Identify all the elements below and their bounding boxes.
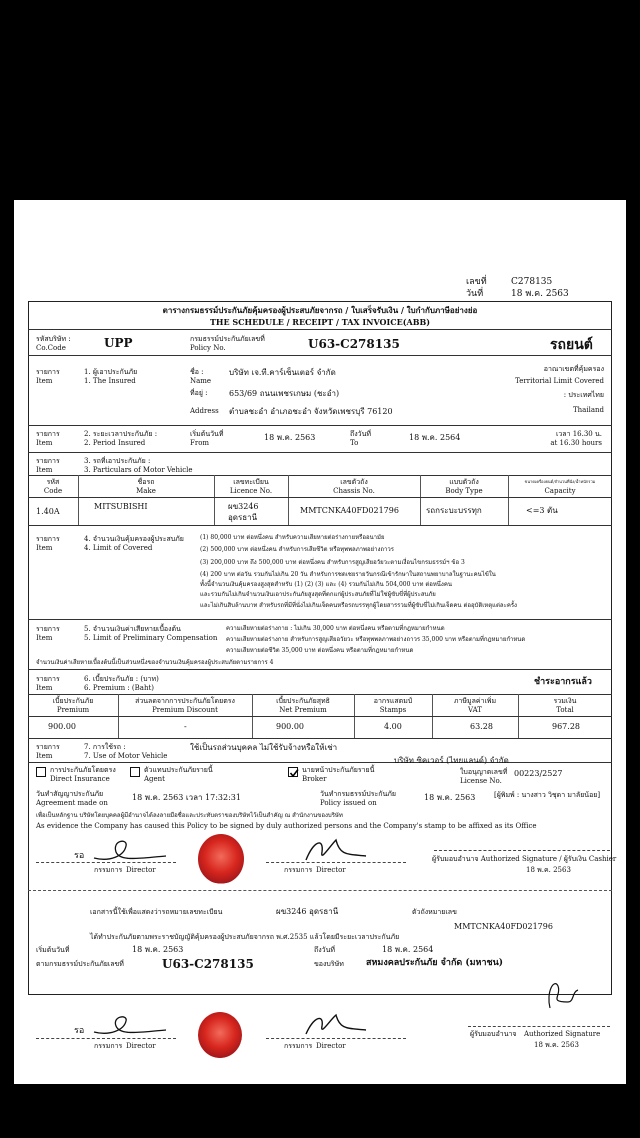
company-seal bbox=[198, 834, 244, 884]
prelim-heading-th: 5. จำนวนเงินค่าเสียหายเบื้องต้น bbox=[84, 625, 181, 633]
col-body-th: แบบตัวถัง bbox=[449, 478, 479, 486]
limit-line: ทั้งนี้จำนวนเงินคุ้มครองสูงสุดสำหรับ (1) (2) (3) และ (4) รวมกันไม่เกิน 504,000 บาท ต่อหนึ่งคน bbox=[200, 581, 452, 588]
policy-issued-label-th: วันทำกรมธรรม์ประกันภัย bbox=[320, 790, 396, 798]
col-stamps-th: อากรแสตมป์ bbox=[373, 697, 413, 705]
stub-director-label-th-2: กรรมการ bbox=[284, 1042, 313, 1050]
item-label-en: Item bbox=[36, 544, 53, 552]
vehicle-province: อุดรธานี bbox=[228, 513, 258, 522]
director-label-th-2: กรรมการ bbox=[284, 866, 313, 874]
agent-label-en: Agent bbox=[144, 775, 165, 783]
item-label-en: Item bbox=[36, 377, 53, 385]
stub-chassis: MMTCNKA40FD021796 bbox=[454, 922, 553, 931]
col-make-th: ชื่อรถ bbox=[137, 478, 155, 486]
col-vat-th: ภาษีมูลค่าเพิ่ม bbox=[453, 697, 497, 705]
vehicle-heading-th: 3. รถที่เอาประกันภัย : bbox=[84, 457, 151, 465]
director-label-en-2: Director bbox=[316, 866, 346, 874]
from-label-th: เริ่มต้นวันที่ bbox=[190, 430, 224, 438]
vehicle-code: 1.40A bbox=[36, 507, 60, 516]
company-label-en: Co.Code bbox=[36, 344, 66, 352]
stub-from-label: เริ่มต้นวันที่ bbox=[36, 946, 70, 954]
stub-director-label-en-2: Director bbox=[316, 1042, 346, 1050]
territory-en: Territorial Limit Covered bbox=[515, 377, 604, 385]
territory-th: อาณาเขตที่คุ้มครอง bbox=[543, 365, 604, 373]
col-vat-en: VAT bbox=[468, 706, 482, 714]
item-label: รายการ bbox=[36, 625, 60, 633]
stamp-paid-note: ชำระอากรแล้ว bbox=[534, 677, 592, 687]
license-label-en: License No. bbox=[460, 777, 502, 785]
item-label-en: Item bbox=[36, 684, 53, 692]
license-number: 00223/2527 bbox=[514, 769, 563, 778]
item-label-en: Item bbox=[36, 466, 53, 474]
check-icon bbox=[289, 768, 299, 778]
evidence-en: As evidence the Company has caused this Policy to be signed by duly authorized persons and the Company's stamp to be affixed as its Office bbox=[36, 822, 537, 830]
item-label: รายการ bbox=[36, 743, 60, 751]
stub-policy-number: U63-C278135 bbox=[162, 957, 254, 971]
col-discount-th: ส่วนลดจากการประกันภัยโดยตรง bbox=[135, 697, 235, 705]
time-th: เวลา 16.30 น. bbox=[555, 430, 602, 438]
vehicle-capacity: <=3 ตัน bbox=[526, 506, 558, 515]
limit-line: (2) 500,000 บาท ต่อหนึ่งคน สำหรับการเสียชีวิต หรือทุพพลภาพอย่างถาวร bbox=[200, 546, 395, 553]
broker-label-en: Broker bbox=[302, 775, 327, 783]
stub-director-signature-2 bbox=[300, 1008, 370, 1040]
col-chassis-en: Chassis No. bbox=[333, 487, 375, 495]
col-licence-en: Licence No. bbox=[229, 487, 273, 495]
usage-value: ใช้เป็นรถส่วนบุคคล ไม่ใช้รับจ้างหรือให้เช่า bbox=[190, 743, 338, 752]
prelim-line: ความเสียหายต่อชีวิต 35,000 บาท ต่อหนึ่งคน หรือตามที่กฎหมายกำหนด bbox=[226, 647, 414, 654]
prelim-line: ความเสียหายต่อร่างกาย : ไม่เกิน 30,000 บาท ต่อหนึ่งคน หรือตามที่กฎหมายกำหนด bbox=[226, 625, 445, 632]
col-total-en: Total bbox=[556, 706, 574, 714]
limit-line: และไม่เกินสิบล้านบาท สำหรับรถที่มีที่นั่งไม่เกินเจ็ดคนหรือรถบรรทุกผู้โดยสารรวมที่ผู้ขับขี่ไม่เกินเจ็ดคน ต่ออุบัติเหตุแต่ละครั้ง bbox=[200, 602, 517, 609]
country-th: : ประเทศไทย bbox=[563, 391, 604, 399]
agreement-made-label-en: Agreement made on bbox=[36, 799, 108, 807]
vehicle-body-type: รถกระบะบรรทุก bbox=[426, 506, 482, 515]
director-label-en: Director bbox=[126, 866, 156, 874]
col-discount-en: Premium Discount bbox=[152, 706, 218, 714]
net-premium-value: 900.00 bbox=[276, 722, 304, 731]
policy-document bbox=[14, 200, 626, 1084]
agent-label-th: ตัวแทนประกันภัยรายนี้ bbox=[144, 766, 213, 774]
from-label-en: From bbox=[190, 439, 210, 447]
addr-label-en: Address bbox=[190, 407, 219, 415]
doc-no-label: เลขที่ bbox=[466, 277, 487, 287]
addr-label-th: ที่อยู่ : bbox=[190, 389, 208, 397]
stub-initials: รอ bbox=[74, 1026, 85, 1036]
item-label: รายการ bbox=[36, 675, 60, 683]
vehicle-chassis: MMTCNKA40FD021796 bbox=[300, 506, 399, 515]
title-th: ตารางกรมธรรม์ประกันภัยคุ้มครองผู้ประสบภัยจากรถ / ใบเสร็จรับเงิน / ใบกำกับภาษีอย่างย่อ bbox=[162, 305, 478, 315]
vehicle-licence: ผข3246 bbox=[228, 502, 259, 511]
total-value: 967.28 bbox=[552, 722, 580, 731]
company-code: UPP bbox=[104, 336, 133, 350]
premium-heading-en: 6. Premium : (Baht) bbox=[84, 684, 155, 692]
limits-heading-en: 4. Limit of Covered bbox=[84, 544, 153, 552]
stub-company-label: ของบริษัท bbox=[314, 960, 344, 968]
authorized-cashier-label: ผู้รับมอบอำนาจ Authorized Signature / ผู้รับเงิน Cashier bbox=[432, 855, 617, 863]
col-premium-th: เบี้ยประกันภัย bbox=[52, 697, 94, 705]
limit-line: (1) 80,000 บาท ต่อหนึ่งคน สำหรับความเสียหายต่อร่างกายหรืออนามัย bbox=[200, 534, 385, 541]
insured-heading-en: 1. The Insured bbox=[84, 377, 136, 385]
insured-address-line2: ตำบลชะอำ อำเภอชะอำ จังหวัดเพชรบุรี 76120 bbox=[229, 407, 393, 416]
director-signature-2 bbox=[300, 832, 370, 866]
stub-director-signature-1 bbox=[90, 1012, 170, 1040]
col-code-th: รหัส bbox=[46, 478, 60, 486]
col-chassis-th: เลขตัวถัง bbox=[340, 478, 368, 486]
period-heading-en: 2. Period Insured bbox=[84, 439, 146, 447]
item-label: รายการ bbox=[36, 535, 60, 543]
col-capacity-en: Capacity bbox=[544, 487, 576, 495]
stamps-value: 4.00 bbox=[384, 722, 402, 731]
premium-value: 900.00 bbox=[48, 722, 76, 731]
col-code-en: Code bbox=[43, 487, 63, 495]
printed-by: [ผู้พิมพ์ : นางสาว วิชุดา มาลัยน้อย] bbox=[494, 791, 601, 799]
stub-company-seal bbox=[198, 1012, 242, 1058]
col-stamps-en: Stamps bbox=[379, 706, 407, 714]
insured-name: บริษัท เจ.ที.คาร์เซ็นเตอร์ จำกัด bbox=[229, 368, 336, 377]
policy-label-th: กรมธรรม์ประกันภัยเลขที่ bbox=[190, 335, 265, 343]
insured-heading-th: 1. ผู้เอาประกันภัย bbox=[84, 368, 138, 376]
doc-no: C278135 bbox=[511, 277, 553, 287]
usage-heading-th: 7. การใช้รถ : bbox=[84, 743, 126, 751]
stub-from: 18 พ.ค. 2563 bbox=[132, 945, 184, 954]
stub-auth-label-en: Authorized Signature bbox=[524, 1030, 601, 1038]
limit-line: (3) 200,000 บาท ถึง 500,000 บาท ต่อหนึ่งคน สำหรับการสูญเสียอวัยวะตามเงื่อนไขกรมธรรม์ฯ ข้อ 3 bbox=[200, 559, 465, 566]
direct-checkbox[interactable] bbox=[36, 767, 46, 777]
vehicle-make: MITSUBISHI bbox=[94, 502, 148, 511]
to-label-en: To bbox=[350, 439, 359, 447]
stub-director-label-en: Director bbox=[126, 1042, 156, 1050]
prelim-line: ความเสียหายต่อร่างกาย สำหรับการสูญเสียอวัยวะ หรือทุพพลภาพอย่างถาวร 35,000 บาท หรือตามที่กฎหมายกำหนด bbox=[226, 636, 526, 643]
item-label: รายการ bbox=[36, 457, 60, 465]
premium-heading-th: 6. เบี้ยประกันภัย : (บาท) bbox=[84, 675, 159, 683]
agreement-made-date: 18 พ.ค. 2563 เวลา 17:32:31 bbox=[132, 793, 241, 802]
limit-line: และรวมกันไม่เกินจำนวนเงินเอาประกันภัยสูงสุดที่ตกแก่ผู้ประสบภัยที่ไม่ใช่ผู้ขับขี่ที่ผู้ประสบภัย bbox=[200, 591, 436, 598]
col-premium-en: Premium bbox=[56, 706, 90, 714]
initials: รอ bbox=[74, 851, 85, 861]
prelim-note: จำนวนเงินค่าเสียหายเบื้องต้นนี้เป็นส่วนหนึ่งของจำนวนเงินคุ้มครองผู้ประสบภัยตามรายการ 4 bbox=[36, 659, 274, 666]
limit-line: (4) 200 บาท ต่อวัน รวมกันไม่เกิน 20 วัน สำหรับการชดเชยรายวันกรณีเข้ารักษาในสถานพยาบาลในฐานะคนไข้ใน bbox=[200, 571, 496, 578]
authorized-date: 18 พ.ค. 2563 bbox=[526, 866, 571, 874]
vehicle-heading-en: 3. Particulars of Motor Vehicle bbox=[84, 466, 193, 474]
broker-label-th: นายหน้าประกันภัยรายนี้ bbox=[302, 766, 375, 774]
item-label-en: Item bbox=[36, 439, 53, 447]
direct-label-en: Direct Insurance bbox=[50, 775, 110, 783]
prelim-heading-en: 5. Limit of Preliminary Compensation bbox=[84, 634, 218, 642]
col-total-th: รวมเงิน bbox=[553, 697, 577, 705]
to-label-th: ถึงวันที่ bbox=[350, 430, 371, 438]
doc-date-label: วันที่ bbox=[466, 289, 484, 299]
policy-issued-date: 18 พ.ค. 2563 bbox=[424, 793, 476, 802]
company-label-th: รหัสบริษัท : bbox=[36, 335, 71, 343]
stub-line2: ได้ทำประกันภัยตามพระราชบัญญัติคุ้มครองผู้ประสบภัยจากรถ พ.ศ.2535 แล้วโดยมีระยะเวลาประกันภัย bbox=[90, 933, 400, 941]
agent-checkbox[interactable] bbox=[130, 767, 140, 777]
insured-address-line1: 653/69 ถนนเพชรเกษม (ชะอำ) bbox=[229, 389, 340, 398]
director-label-th: กรรมการ bbox=[94, 866, 123, 874]
col-net-th: เบี้ยประกันภัยสุทธิ bbox=[276, 697, 330, 705]
direct-label-th: การประกันภัยโดยตรง bbox=[50, 766, 116, 774]
col-net-en: Net Premium bbox=[279, 706, 327, 714]
stub-auth-date: 18 พ.ค. 2563 bbox=[534, 1041, 579, 1049]
stub-auth-label-th: ผู้รับมอบอำนาจ bbox=[470, 1030, 517, 1038]
broker-checkbox[interactable] bbox=[288, 767, 298, 777]
item-label: รายการ bbox=[36, 368, 60, 376]
name-label-en: Name bbox=[190, 377, 212, 385]
stub-company-name: สหมงคลประกันภัย จำกัด (มหาชน) bbox=[366, 958, 504, 968]
item-label-en: Item bbox=[36, 752, 53, 760]
name-label-th: ชื่อ : bbox=[190, 368, 204, 376]
item-label-en: Item bbox=[36, 634, 53, 642]
col-make-en: Make bbox=[136, 487, 156, 495]
stub-line1: เอกสารนี้ใช้เพื่อแสดงว่ารถหมายเลขทะเบียน bbox=[90, 908, 223, 916]
authorized-signature bbox=[542, 972, 582, 1012]
stub-policy-label: ตามกรมธรรม์ประกันภัยเลขที่ bbox=[36, 960, 124, 968]
stub-director-label-th: กรรมการ bbox=[94, 1042, 123, 1050]
license-label-th: ใบอนุญาตเลขที่ bbox=[460, 768, 508, 776]
period-heading-th: 2. ระยะเวลาประกันภัย : bbox=[84, 430, 158, 438]
item-label: รายการ bbox=[36, 430, 60, 438]
stub-to: 18 พ.ค. 2564 bbox=[382, 945, 434, 954]
stub-licence: ผข3246 อุดรธานี bbox=[276, 907, 339, 916]
stub-to-label: ถึงวันที่ bbox=[314, 946, 335, 954]
agreement-made-label-th: วันทำสัญญาประกันภัย bbox=[36, 790, 104, 798]
policy-number: U63-C278135 bbox=[308, 337, 400, 351]
col-licence-th: เลขทะเบียน bbox=[233, 478, 269, 486]
policy-issued-label-en: Policy issued on bbox=[320, 799, 377, 807]
evidence-th: เพื่อเป็นหลักฐาน บริษัทโดยบุคคลผู้มีอำนาจได้ลงลายมือชื่อและประทับตราของบริษัทไว้เป็นสำคัญ ณ สำนักงานของบริษัท bbox=[36, 812, 343, 819]
vat-value: 63.28 bbox=[470, 722, 493, 731]
limits-heading-th: 4. จำนวนเงินคุ้มครองผู้ประสบภัย bbox=[84, 535, 184, 543]
stub-chassis-label: ตัวถังหมายเลข bbox=[412, 908, 457, 916]
policy-label-en: Policy No. bbox=[190, 344, 226, 352]
period-to: 18 พ.ค. 2564 bbox=[409, 433, 461, 442]
col-capacity-th: ขนาดเครื่องยนต์/จำนวนที่นั่ง/น้ำหนักรวม bbox=[524, 479, 596, 484]
policy-type: รถยนต์ bbox=[550, 337, 593, 353]
discount-value: - bbox=[184, 722, 187, 731]
doc-date: 18 พ.ค. 2563 bbox=[511, 289, 569, 299]
broker-name: บริษัท ซิคเวอร์ (ไทยแลนด์) จำกัด bbox=[394, 756, 509, 765]
usage-heading-en: 7. Use of Motor Vehicle bbox=[84, 752, 168, 760]
title-en: THE SCHEDULE / RECEIPT / TAX INVOICE(ABB) bbox=[209, 317, 431, 327]
period-from: 18 พ.ค. 2563 bbox=[264, 433, 316, 442]
col-body-en: Body Type bbox=[445, 487, 483, 495]
country-en: Thailand bbox=[573, 406, 604, 414]
time-en: at 16.30 hours bbox=[550, 439, 602, 447]
